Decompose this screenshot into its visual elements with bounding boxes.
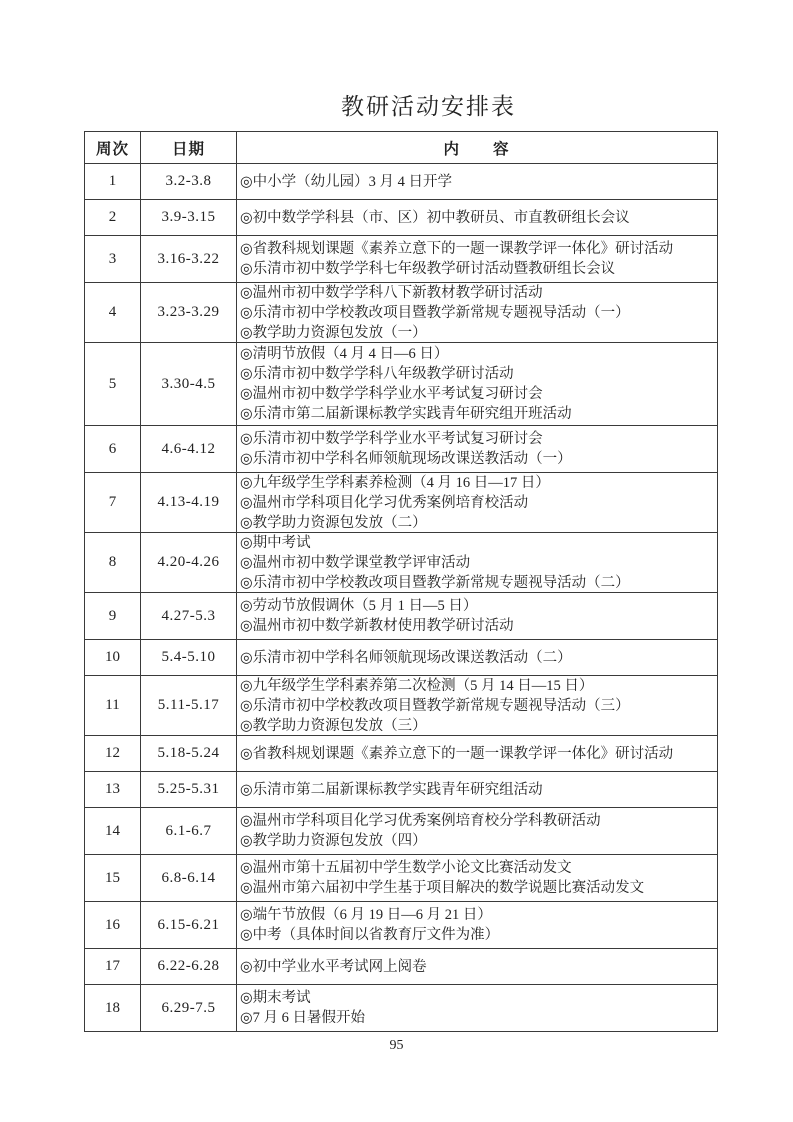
week-cell: 3 xyxy=(85,236,141,282)
week-cell: 13 xyxy=(85,772,141,807)
table-header-row xyxy=(85,132,717,164)
content-cell xyxy=(237,283,717,342)
week-cell: 9 xyxy=(85,593,141,639)
date-cell: 5.4-5.10 xyxy=(141,640,237,675)
activity-line: ◎温州市初中数学学科学业水平考试复习研讨会 xyxy=(240,386,543,402)
activity-line: ◎乐清市初中数学学科七年级教学研讨活动暨教研组长会议 xyxy=(240,261,616,277)
activity-line: ◎教学助力资源包发放（三） xyxy=(240,717,427,734)
table-row xyxy=(85,772,717,808)
date-cell: 4.20-4.26 xyxy=(141,533,237,592)
header-week: 周次 xyxy=(85,132,141,163)
table-row xyxy=(85,236,717,283)
activity-line: ◎端午节放假（6 月 19 日—6 月 21 日） xyxy=(240,907,492,923)
date-cell: 5.25-5.31 xyxy=(141,772,237,807)
date-cell: 6.22-6.28 xyxy=(141,949,237,984)
table-body xyxy=(85,164,717,1032)
date-cell: 5.11-5.17 xyxy=(141,676,237,735)
table-row xyxy=(85,640,717,676)
activity-line: ◎温州市第十五届初中学生数学小论文比赛活动发文 xyxy=(240,860,572,876)
date-cell: 6.8-6.14 xyxy=(141,855,237,901)
date-cell: 4.27-5.3 xyxy=(141,593,237,639)
activity-line: ◎清明节放假（4 月 4 日—6 日） xyxy=(240,346,449,362)
activity-line: ◎乐清市第二届新课标教学实践青年研究组活动 xyxy=(240,781,543,798)
activity-line: ◎乐清市初中数学学科八年级教学研讨活动 xyxy=(240,366,514,382)
content-cell xyxy=(237,949,717,984)
content-cell xyxy=(237,640,717,675)
header-content: 内 容 xyxy=(443,140,510,158)
week-cell: 11 xyxy=(85,676,141,735)
week-cell: 1 xyxy=(85,164,141,199)
date-cell: 3.23-3.29 xyxy=(141,283,237,342)
schedule-table xyxy=(84,131,718,1032)
activity-line: ◎乐清市初中学校教改项目暨教学新常规专题视导活动（二） xyxy=(240,574,630,591)
table-row xyxy=(85,164,717,200)
date-cell: 4.6-4.12 xyxy=(141,426,237,472)
week-cell: 14 xyxy=(85,808,141,854)
activity-line: ◎温州市学科项目化学习优秀案例培育校分学科教研活动 xyxy=(240,813,601,829)
date-cell: 5.18-5.24 xyxy=(141,736,237,771)
activity-line: ◎九年级学生学科素养第二次检测（5 月 14 日—15 日） xyxy=(240,677,594,694)
activity-line: ◎中考（具体时间以省教育厅文件为准） xyxy=(240,927,500,943)
activity-line: ◎省教科规划课题《素养立意下的一题一课教学评一体化》研讨活动 xyxy=(240,745,674,762)
date-cell: 3.2-3.8 xyxy=(141,164,237,199)
date-cell: 3.9-3.15 xyxy=(141,200,237,235)
table-row xyxy=(85,593,717,640)
table-row xyxy=(85,533,717,593)
table-row xyxy=(85,426,717,473)
activity-line: ◎温州市第六届初中学生基于项目解决的数学说题比赛活动发文 xyxy=(240,880,645,896)
page-number: 95 xyxy=(389,1038,404,1053)
activity-line: ◎劳动节放假调休（5 月 1 日—5 日） xyxy=(240,598,478,614)
week-cell: 5 xyxy=(85,343,141,425)
activity-line: ◎乐清市初中学校教改项目暨教学新常规专题视导活动（一） xyxy=(240,304,630,321)
date-cell: 4.13-4.19 xyxy=(141,473,237,532)
week-cell: 15 xyxy=(85,855,141,901)
activity-line: ◎7 月 6 日暑假开始 xyxy=(240,1010,366,1026)
content-cell xyxy=(237,200,717,235)
activity-line: ◎教学助力资源包发放（四） xyxy=(240,833,427,849)
activity-line: ◎省教科规划课题《素养立意下的一题一课教学评一体化》研讨活动 xyxy=(240,241,674,257)
activity-line: ◎初中数学学科县（市、区）初中教研员、市直教研组长会议 xyxy=(240,209,630,226)
table-row xyxy=(85,283,717,343)
header-date: 日期 xyxy=(141,132,237,163)
activity-line: ◎期末考试 xyxy=(240,990,311,1006)
week-cell: 7 xyxy=(85,473,141,532)
week-cell: 17 xyxy=(85,949,141,984)
content-cell xyxy=(237,236,717,282)
activity-line: ◎中小学（幼儿园）3 月 4 日开学 xyxy=(240,173,453,190)
page-title: 教研活动安排表 xyxy=(341,94,516,119)
week-cell: 12 xyxy=(85,736,141,771)
content-cell xyxy=(237,676,717,735)
content-cell xyxy=(237,426,717,472)
activity-line: ◎初中学业水平考试网上阅卷 xyxy=(240,958,427,975)
content-cell xyxy=(237,808,717,854)
week-cell: 2 xyxy=(85,200,141,235)
activity-line: ◎温州市初中数学新教材使用教学研讨活动 xyxy=(240,618,514,634)
activity-line: ◎乐清市初中学校教改项目暨教学新常规专题视导活动（三） xyxy=(240,697,630,714)
table-row xyxy=(85,855,717,902)
date-cell: 6.1-6.7 xyxy=(141,808,237,854)
content-cell xyxy=(237,736,717,771)
table-row xyxy=(85,949,717,985)
date-cell: 6.15-6.21 xyxy=(141,902,237,948)
table-row xyxy=(85,808,717,855)
activity-line: ◎期中考试 xyxy=(240,534,311,551)
table-row xyxy=(85,343,717,426)
week-cell: 4 xyxy=(85,283,141,342)
activity-line: ◎温州市初中数学课堂教学评审活动 xyxy=(240,554,471,571)
table-row xyxy=(85,676,717,736)
content-cell xyxy=(237,772,717,807)
activity-line: ◎乐清市第二届新课标教学实践青年研究组开班活动 xyxy=(240,406,572,422)
table-row xyxy=(85,473,717,533)
content-cell xyxy=(237,985,717,1031)
content-cell xyxy=(237,902,717,948)
week-cell: 16 xyxy=(85,902,141,948)
activity-line: ◎乐清市初中学科名师领航现场改课送教活动（二） xyxy=(240,649,572,666)
content-cell xyxy=(237,855,717,901)
content-cell xyxy=(237,164,717,199)
activity-line: ◎九年级学生学科素养检测（4 月 16 日—17 日） xyxy=(240,474,550,491)
table-row xyxy=(85,200,717,236)
week-cell: 8 xyxy=(85,533,141,592)
week-cell: 18 xyxy=(85,985,141,1031)
week-cell: 10 xyxy=(85,640,141,675)
activity-line: ◎温州市初中数学学科八下新教材教学研讨活动 xyxy=(240,284,543,301)
table-row xyxy=(85,736,717,772)
date-cell: 6.29-7.5 xyxy=(141,985,237,1031)
content-cell xyxy=(237,473,717,532)
date-cell: 3.30-4.5 xyxy=(141,343,237,425)
table-row xyxy=(85,902,717,949)
activity-line: ◎教学助力资源包发放（二） xyxy=(240,514,427,531)
activity-line: ◎乐清市初中数学学科学业水平考试复习研讨会 xyxy=(240,431,543,447)
activity-line: ◎温州市学科项目化学习优秀案例培育校活动 xyxy=(240,494,529,511)
content-cell xyxy=(237,593,717,639)
activity-line: ◎乐清市初中学科名师领航现场改课送教活动（一） xyxy=(240,451,572,467)
week-cell: 6 xyxy=(85,426,141,472)
content-cell xyxy=(237,533,717,592)
date-cell: 3.16-3.22 xyxy=(141,236,237,282)
activity-line: ◎教学助力资源包发放（一） xyxy=(240,324,427,341)
table-row xyxy=(85,985,717,1032)
content-cell xyxy=(237,343,717,425)
